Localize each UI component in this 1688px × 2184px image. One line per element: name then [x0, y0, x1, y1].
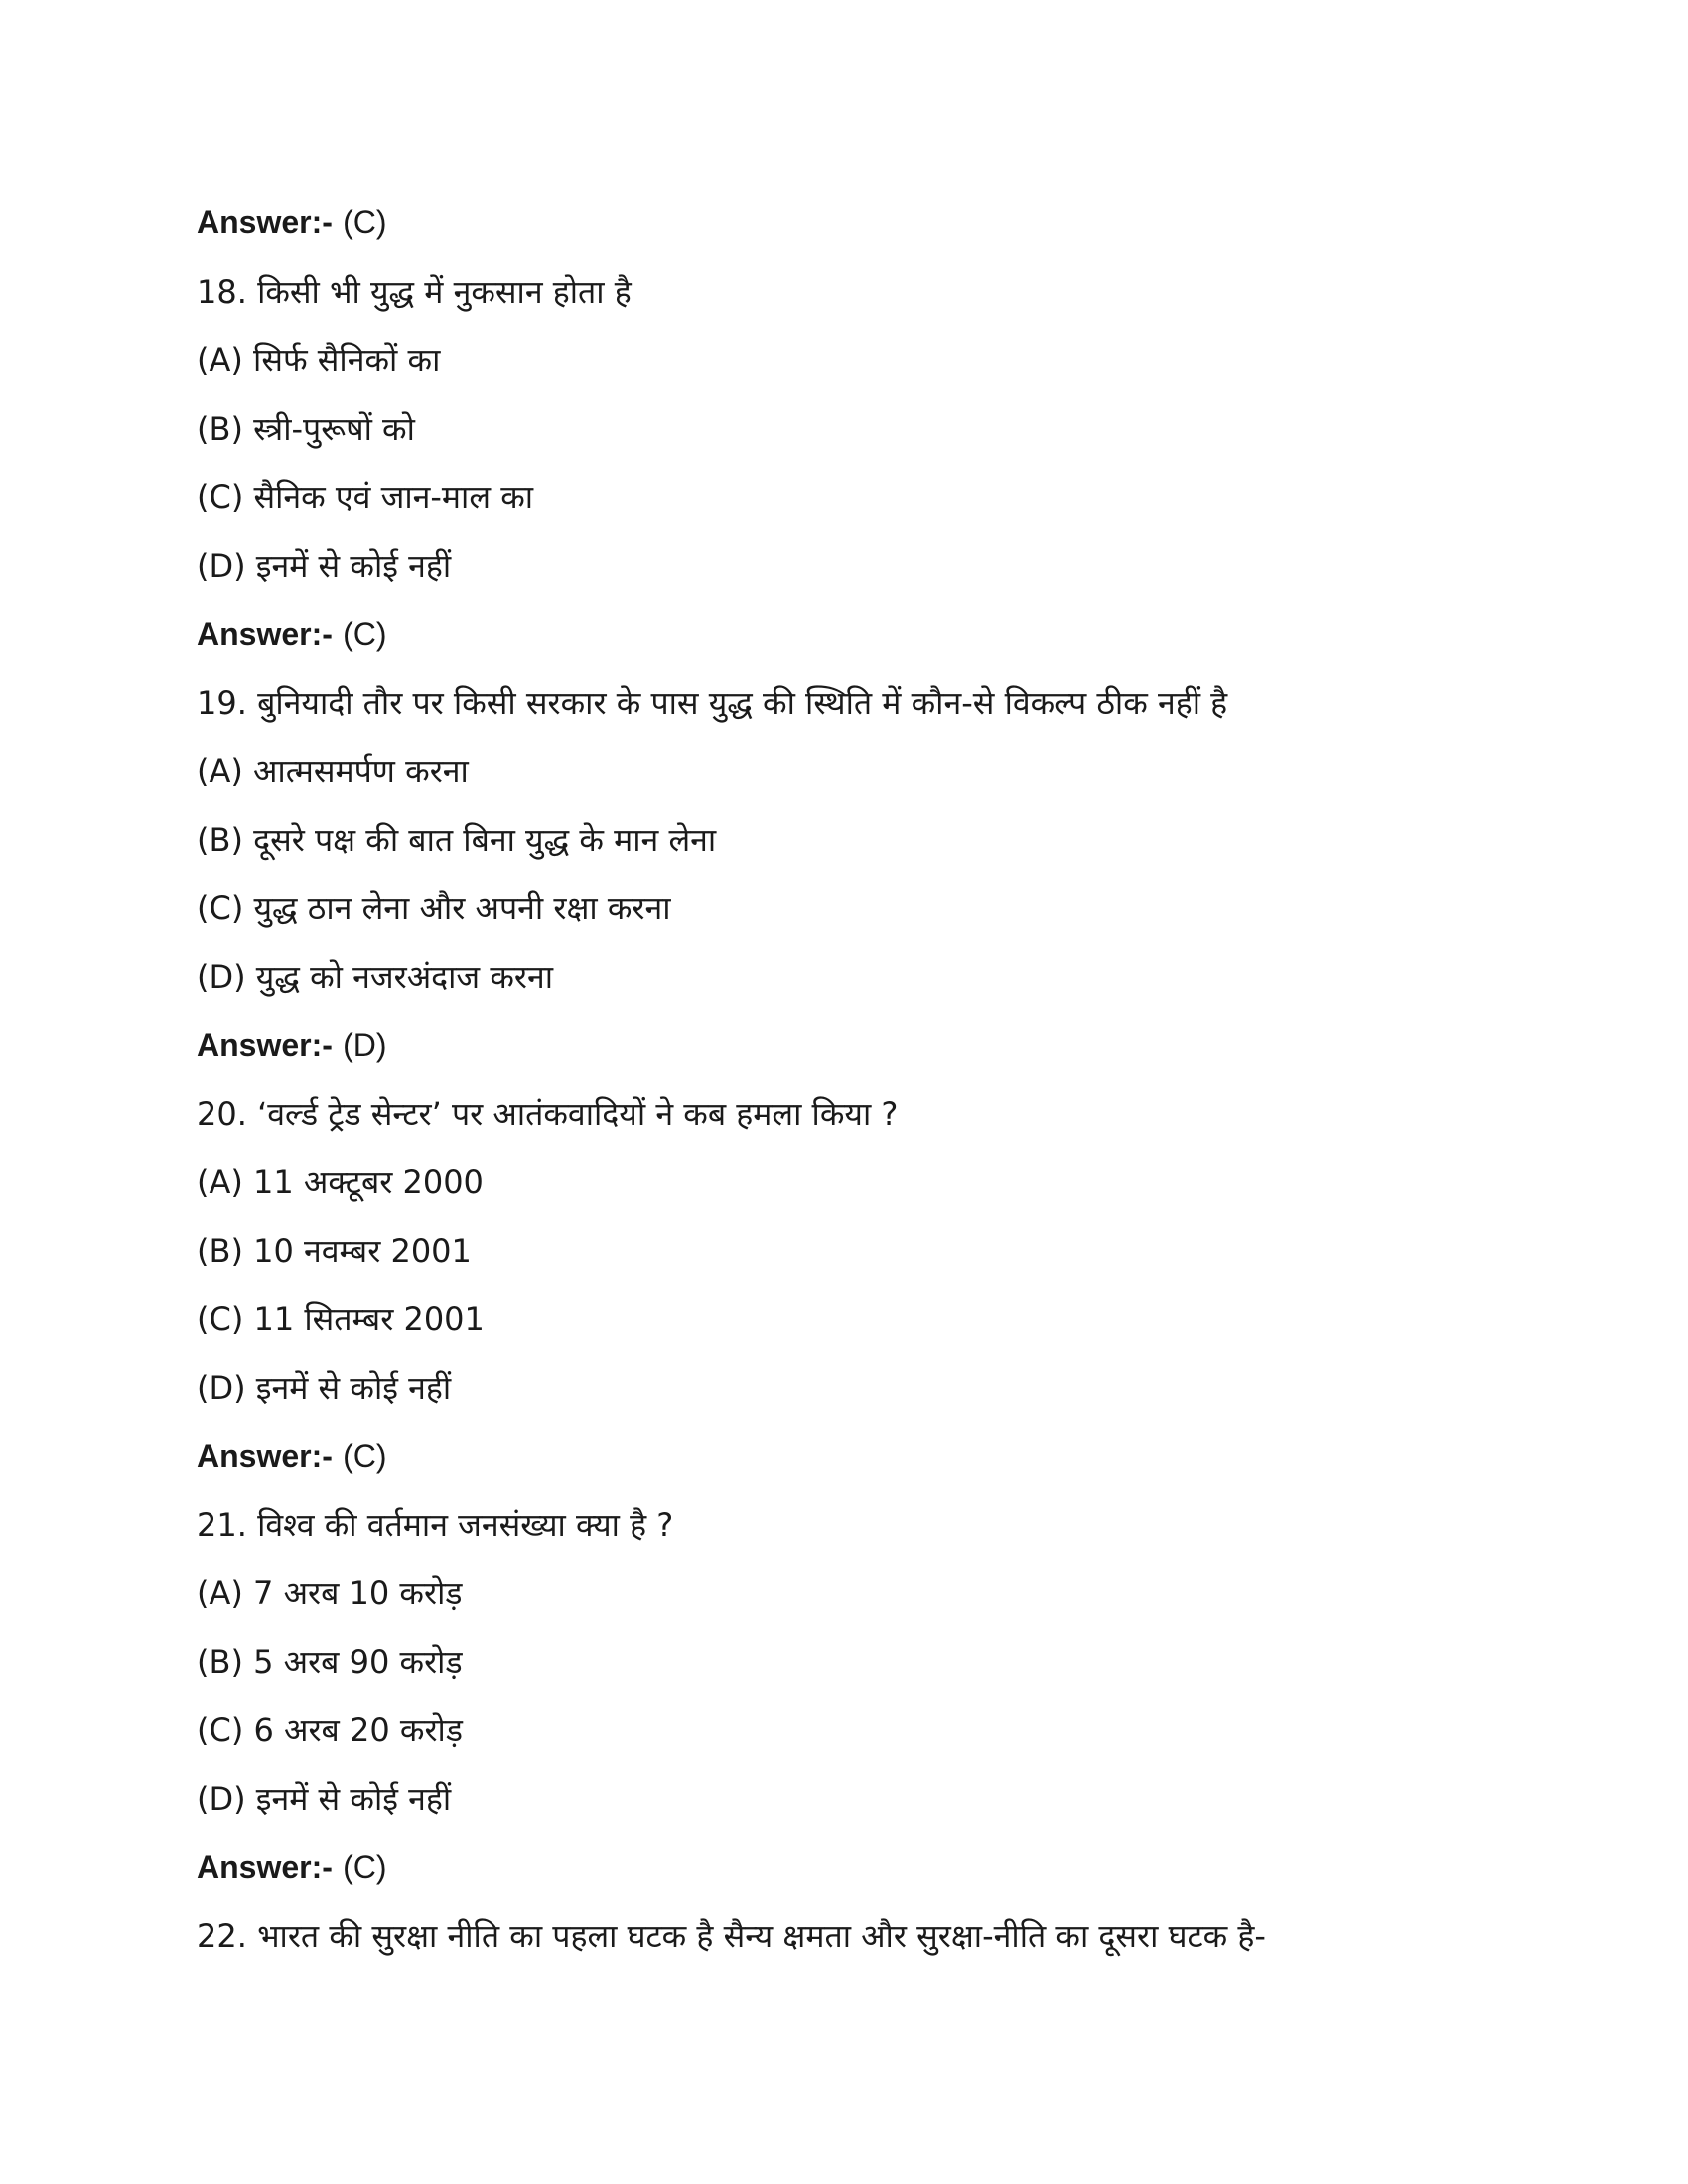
question-19-option-c: (C) युद्ध ठान लेना और अपनी रक्षा करना: [197, 889, 671, 927]
question-18-option-b: (B) स्त्री-पुरूषों को: [197, 410, 415, 448]
question-20: 20. ‘वर्ल्ड ट्रेड सेन्टर’ पर आतंकवादियों ने कब हमला किया ?: [197, 1095, 899, 1133]
question-19-option-d: (D) युद्ध को नजरअंदाज करना: [197, 958, 554, 996]
answer-value: (C): [343, 1438, 387, 1474]
question-20-option-c: (C) 11 सितम्बर 2001: [197, 1300, 485, 1338]
answer-label: Answer:-: [197, 1438, 333, 1474]
question-19: 19. बुनियादी तौर पर किसी सरकार के पास युद्ध की स्थिति में कौन-से विकल्प ठीक नहीं है: [197, 684, 1228, 722]
answer-value: (C): [343, 205, 387, 240]
question-18-option-a: (A) सिर्फ सैनिकों का: [197, 341, 441, 379]
question-20-option-d: (D) इनमें से कोई नहीं: [197, 1369, 452, 1407]
question-21-option-b: (B) 5 अरब 90 करोड़: [197, 1643, 463, 1681]
question-21: 21. विश्व की वर्तमान जनसंख्या क्या है ?: [197, 1506, 674, 1544]
question-19-answer: [197, 1017, 1587, 1074]
question-20-option-a: (A) 11 अक्टूबर 2000: [197, 1163, 484, 1201]
question-18-option-c: (C) सैनिक एवं जान-माल का: [197, 478, 534, 516]
answer-line: [197, 194, 1587, 251]
question-20-answer: [197, 1428, 1587, 1485]
question-18-option-d: (D) इनमें से कोई नहीं: [197, 547, 452, 585]
answer-label: Answer:-: [197, 616, 333, 652]
question-19-option-b: (B) दूसरे पक्ष की बात बिना युद्ध के मान लेना: [197, 821, 717, 859]
answer-label: Answer:-: [197, 205, 333, 240]
answer-value: (D): [343, 1027, 387, 1063]
answer-label: Answer:-: [197, 1027, 333, 1063]
answer-label: Answer:-: [197, 1849, 333, 1885]
question-21-option-d: (D) इनमें से कोई नहीं: [197, 1780, 452, 1818]
question-20-option-b: (B) 10 नवम्बर 2001: [197, 1232, 472, 1270]
question-22: 22. भारत की सुरक्षा नीति का पहला घटक है सैन्य क्षमता और सुरक्षा-नीति का दूसरा घटक है-: [197, 1917, 1266, 1955]
question-21-option-c: (C) 6 अरब 20 करोड़: [197, 1711, 463, 1749]
question-21-option-a: (A) 7 अरब 10 करोड़: [197, 1574, 463, 1612]
answer-value: (C): [343, 616, 387, 652]
answer-value: (C): [343, 1849, 387, 1885]
question-18: 18. किसी भी युद्ध में नुकसान होता है: [197, 273, 632, 311]
question-21-answer: [197, 1839, 1587, 1896]
question-19-option-a: (A) आत्मसमर्पण करना: [197, 752, 469, 790]
question-18-answer: [197, 606, 1587, 663]
